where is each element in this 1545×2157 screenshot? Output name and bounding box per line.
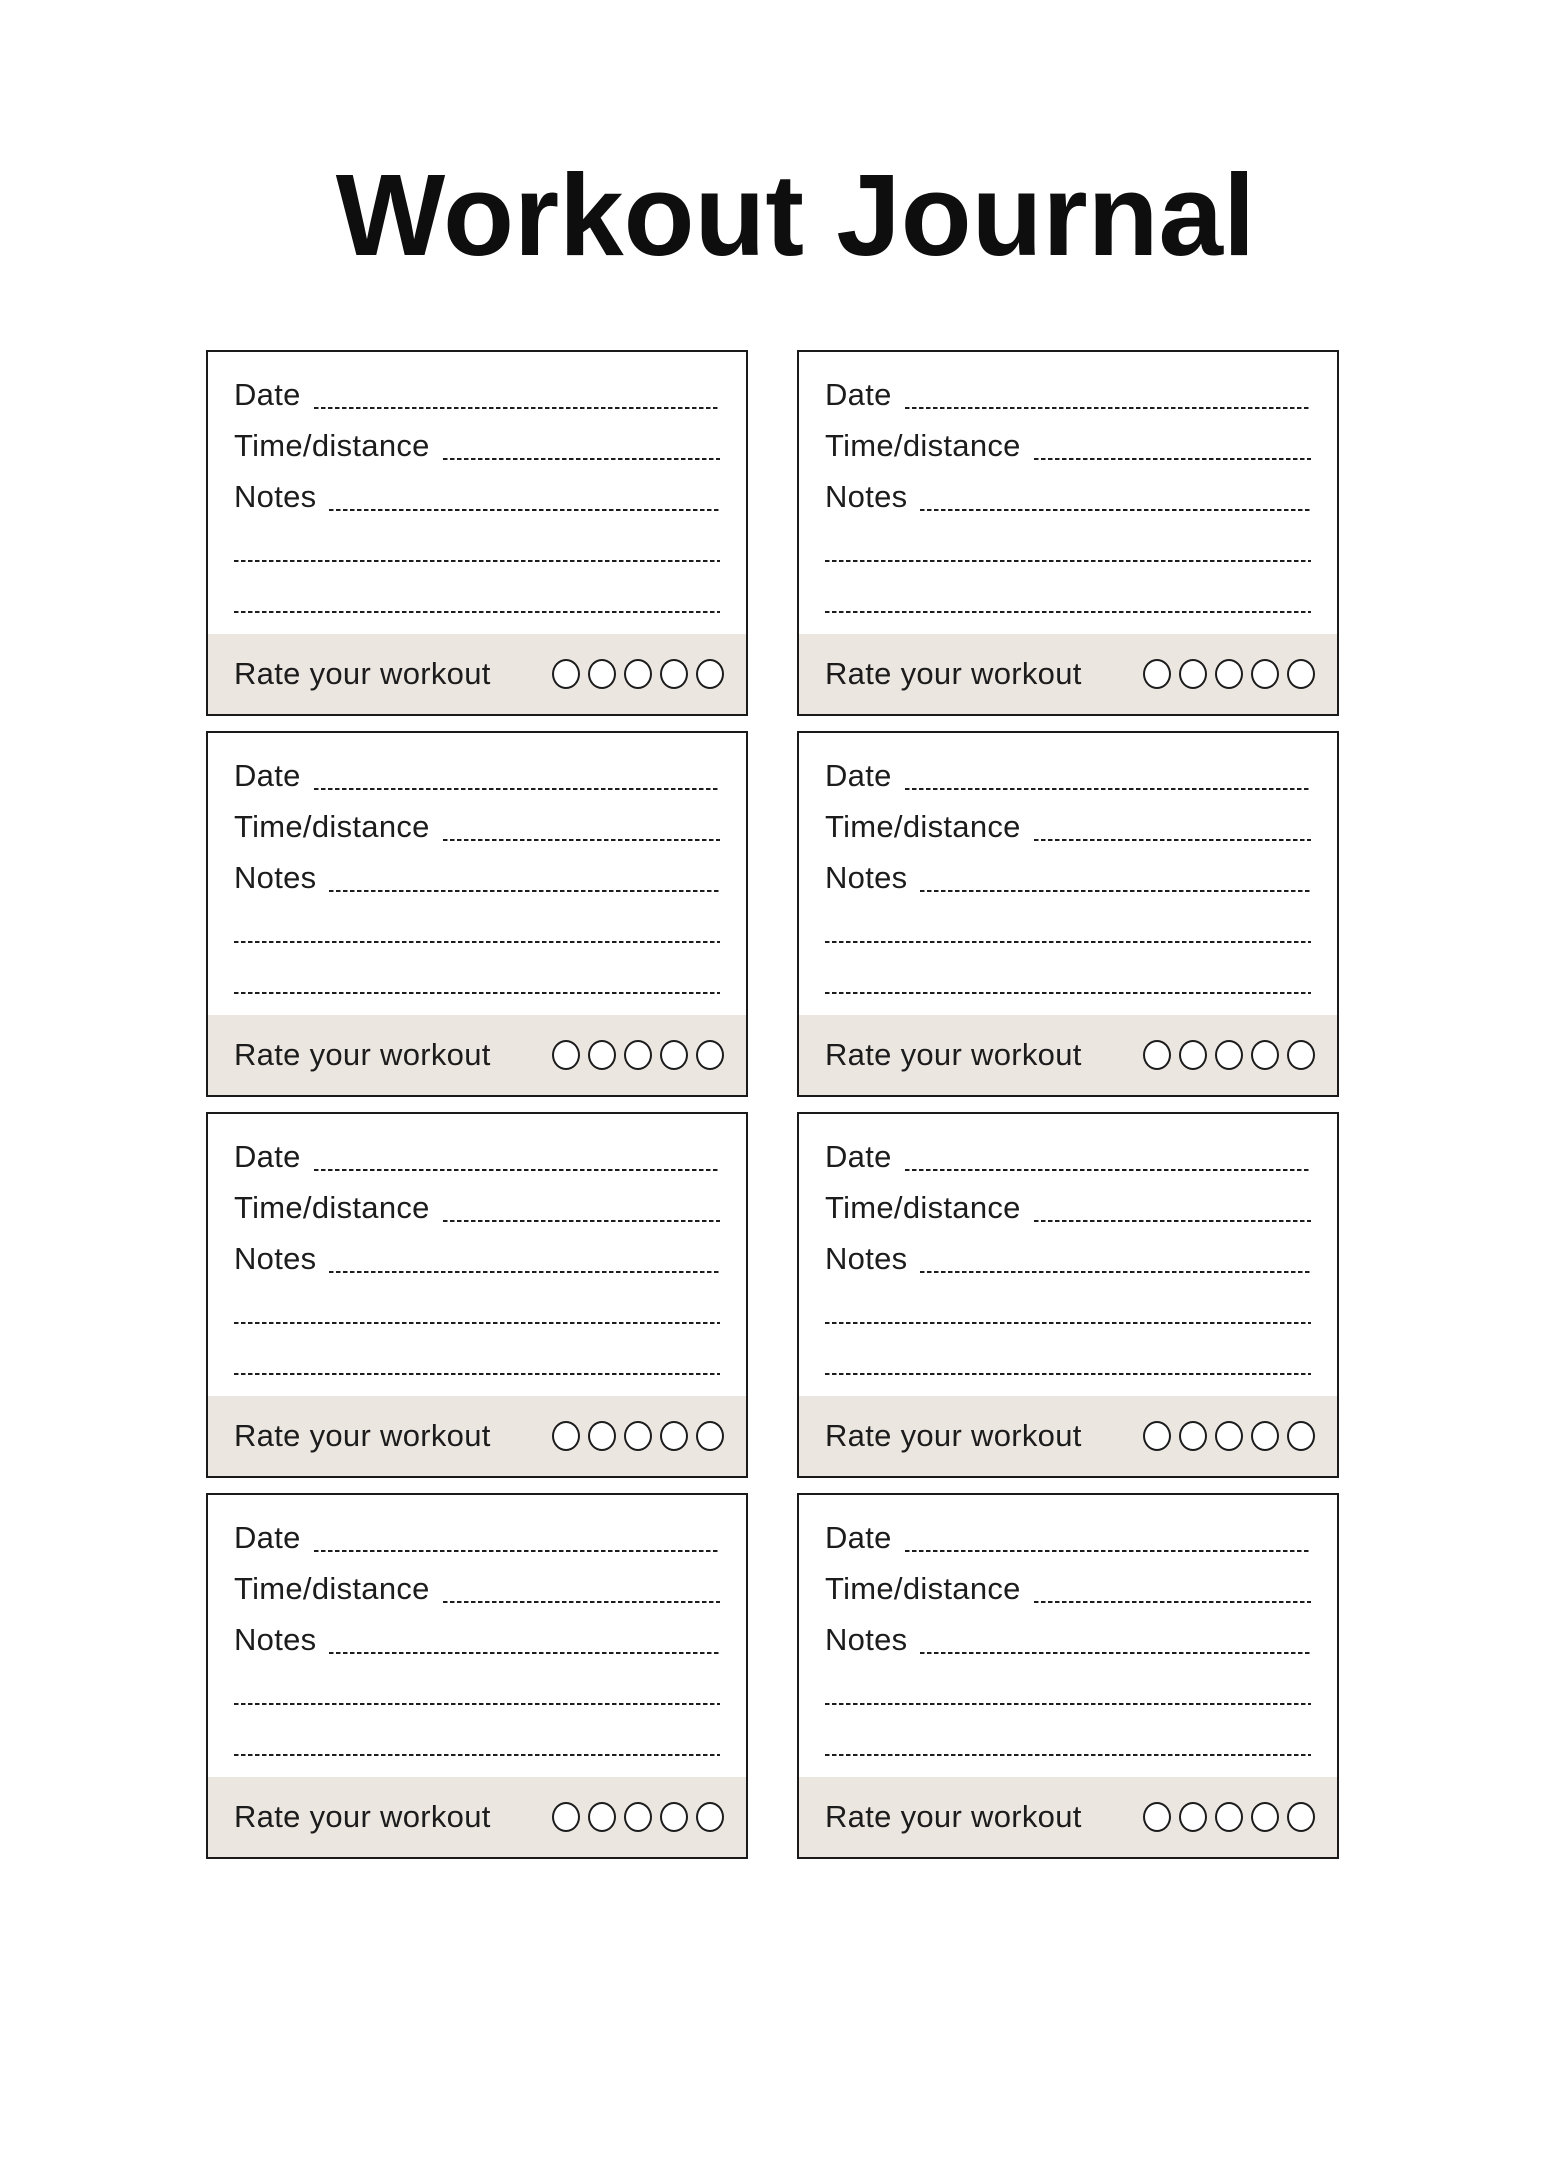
rate-your-workout-label: Rate your workout (234, 1037, 491, 1073)
date-input-line[interactable] (905, 1550, 1311, 1553)
notes-input-line[interactable] (329, 1652, 720, 1655)
notes-label: Notes (825, 1621, 908, 1657)
notes-extra-input-line-1[interactable] (825, 560, 1311, 563)
time-distance-row (825, 794, 1311, 845)
time-distance-input-line[interactable] (443, 1220, 720, 1223)
date-row (825, 743, 1311, 794)
workout-entry-card (206, 1493, 748, 1859)
notes-extra-input-line-2[interactable] (825, 992, 1311, 995)
rating-circle[interactable] (696, 1421, 724, 1451)
time-distance-label: Time/distance (234, 1189, 430, 1225)
time-distance-input-line[interactable] (443, 1601, 720, 1604)
rating-circle[interactable] (660, 1040, 688, 1070)
notes-extra-row-2 (825, 566, 1311, 617)
notes-extra-row-1 (234, 896, 720, 947)
notes-label: Notes (825, 859, 908, 895)
rating-band (799, 1777, 1337, 1857)
notes-extra-row-2 (234, 1709, 720, 1760)
date-label: Date (234, 376, 301, 412)
rating-circle[interactable] (696, 1802, 724, 1832)
rating-circle[interactable] (660, 1802, 688, 1832)
notes-label: Notes (825, 1240, 908, 1276)
notes-extra-input-line-1[interactable] (234, 1322, 720, 1325)
time-distance-label: Time/distance (825, 427, 1021, 463)
workout-entry-card (206, 350, 748, 716)
rating-band (799, 1396, 1337, 1476)
workout-entry-card (797, 1493, 1339, 1859)
date-row (234, 743, 720, 794)
notes-extra-input-line-1[interactable] (234, 941, 720, 944)
notes-label: Notes (234, 1621, 317, 1657)
notes-extra-input-line-1[interactable] (825, 1703, 1311, 1706)
rating-circle[interactable] (1215, 1421, 1243, 1451)
rating-circle[interactable] (552, 1802, 580, 1832)
date-input-line[interactable] (905, 1169, 1311, 1172)
rating-circle[interactable] (588, 659, 616, 689)
date-label: Date (234, 1519, 301, 1555)
rating-band (208, 1777, 746, 1857)
page-title: Workout Journal (335, 150, 1256, 280)
notes-extra-input-line-2[interactable] (825, 611, 1311, 614)
time-distance-input-line[interactable] (1034, 1220, 1311, 1223)
rate-your-workout-label: Rate your workout (234, 656, 491, 692)
date-row (825, 362, 1311, 413)
time-distance-row (825, 1175, 1311, 1226)
rate-your-workout-label: Rate your workout (825, 1418, 1082, 1454)
workout-entry-card (797, 731, 1339, 1097)
date-row (234, 1505, 720, 1556)
entry-fields (208, 733, 746, 1015)
time-distance-input-line[interactable] (443, 458, 720, 461)
date-input-line[interactable] (905, 788, 1311, 791)
rating-circle[interactable] (1287, 659, 1315, 689)
workout-entry-card (797, 1112, 1339, 1478)
entry-fields (208, 1495, 746, 1777)
rating-circle[interactable] (696, 659, 724, 689)
notes-row (234, 1226, 720, 1277)
rating-circle[interactable] (624, 1421, 652, 1451)
entry-fields (208, 1114, 746, 1396)
rating-band (208, 634, 746, 714)
rating-circle[interactable] (624, 659, 652, 689)
time-distance-row (234, 413, 720, 464)
rating-circle[interactable] (588, 1040, 616, 1070)
notes-input-line[interactable] (920, 1271, 1311, 1274)
notes-input-line[interactable] (329, 1271, 720, 1274)
date-label: Date (825, 757, 892, 793)
notes-extra-row-1 (234, 1277, 720, 1328)
page (0, 150, 1545, 1859)
rating-circle[interactable] (1287, 1421, 1315, 1451)
notes-extra-input-line-2[interactable] (234, 1754, 720, 1757)
time-distance-label: Time/distance (825, 1570, 1021, 1606)
time-distance-input-line[interactable] (1034, 458, 1311, 461)
notes-extra-row-2 (825, 1328, 1311, 1379)
rating-circle[interactable] (624, 1040, 652, 1070)
notes-row (234, 1607, 720, 1658)
rate-your-workout-label: Rate your workout (234, 1799, 491, 1835)
time-distance-input-line[interactable] (1034, 839, 1311, 842)
notes-row (825, 1607, 1311, 1658)
rating-circle[interactable] (1143, 1421, 1171, 1451)
notes-input-line[interactable] (920, 890, 1311, 893)
rating-circle[interactable] (624, 1802, 652, 1832)
rating-circle[interactable] (552, 659, 580, 689)
notes-input-line[interactable] (329, 509, 720, 512)
date-label: Date (234, 757, 301, 793)
rating-circles (1143, 1421, 1315, 1451)
rating-circle[interactable] (1143, 659, 1171, 689)
notes-extra-row-1 (234, 1658, 720, 1709)
date-input-line[interactable] (314, 1550, 720, 1553)
time-distance-input-line[interactable] (443, 839, 720, 842)
date-row (825, 1124, 1311, 1175)
workout-entry-card (206, 731, 748, 1097)
notes-label: Notes (234, 859, 317, 895)
notes-extra-row-1 (234, 515, 720, 566)
rating-circle[interactable] (1287, 1040, 1315, 1070)
rating-circles (1143, 1802, 1315, 1832)
rating-circles (552, 1802, 724, 1832)
notes-input-line[interactable] (329, 890, 720, 893)
rating-circle[interactable] (660, 1421, 688, 1451)
rating-circle[interactable] (552, 1421, 580, 1451)
notes-extra-row-1 (825, 515, 1311, 566)
entry-fields (799, 1495, 1337, 1777)
rating-circle[interactable] (1215, 659, 1243, 689)
notes-extra-row-1 (825, 1658, 1311, 1709)
rating-circle[interactable] (1179, 1421, 1207, 1451)
notes-extra-row-2 (234, 566, 720, 617)
time-distance-label: Time/distance (234, 427, 430, 463)
notes-row (825, 1226, 1311, 1277)
rating-circle[interactable] (1251, 1421, 1279, 1451)
date-input-line[interactable] (314, 788, 720, 791)
journal-grid (0, 350, 1545, 1859)
date-row (234, 362, 720, 413)
rating-circle[interactable] (1179, 659, 1207, 689)
rate-your-workout-label: Rate your workout (825, 1037, 1082, 1073)
entry-fields (799, 352, 1337, 634)
entry-fields (208, 352, 746, 634)
rating-band (208, 1015, 746, 1095)
rating-circle[interactable] (1179, 1802, 1207, 1832)
date-input-line[interactable] (314, 407, 720, 410)
notes-row (234, 464, 720, 515)
rating-circle[interactable] (696, 1040, 724, 1070)
rating-band (799, 634, 1337, 714)
notes-extra-input-line-2[interactable] (234, 992, 720, 995)
time-distance-label: Time/distance (234, 1570, 430, 1606)
date-row (234, 1124, 720, 1175)
time-distance-row (234, 1556, 720, 1607)
rating-circles (1143, 1040, 1315, 1070)
notes-input-line[interactable] (920, 509, 1311, 512)
date-row (825, 1505, 1311, 1556)
time-distance-label: Time/distance (825, 808, 1021, 844)
notes-label: Notes (234, 478, 317, 514)
time-distance-row (825, 413, 1311, 464)
notes-extra-input-line-2[interactable] (234, 611, 720, 614)
date-label: Date (234, 1138, 301, 1174)
rating-circle[interactable] (660, 659, 688, 689)
notes-label: Notes (825, 478, 908, 514)
time-distance-row (825, 1556, 1311, 1607)
date-label: Date (825, 1519, 892, 1555)
rating-circle[interactable] (588, 1802, 616, 1832)
time-distance-input-line[interactable] (1034, 1601, 1311, 1604)
notes-extra-row-1 (825, 896, 1311, 947)
rating-circle[interactable] (588, 1421, 616, 1451)
notes-extra-row-2 (825, 947, 1311, 998)
notes-extra-input-line-2[interactable] (825, 1754, 1311, 1757)
notes-extra-row-2 (825, 1709, 1311, 1760)
rating-circle[interactable] (1179, 1040, 1207, 1070)
rating-circle[interactable] (1251, 1802, 1279, 1832)
rating-circle[interactable] (1215, 1040, 1243, 1070)
rating-circle[interactable] (552, 1040, 580, 1070)
rating-circles (552, 659, 724, 689)
notes-extra-row-2 (234, 947, 720, 998)
rating-circles (552, 1040, 724, 1070)
notes-extra-input-line-1[interactable] (825, 1322, 1311, 1325)
rating-band (208, 1396, 746, 1476)
notes-extra-row-1 (825, 1277, 1311, 1328)
notes-extra-input-line-2[interactable] (234, 1373, 720, 1376)
notes-extra-input-line-2[interactable] (825, 1373, 1311, 1376)
rating-circle[interactable] (1143, 1802, 1171, 1832)
notes-extra-row-2 (234, 1328, 720, 1379)
rate-your-workout-label: Rate your workout (825, 1799, 1082, 1835)
rating-circles (552, 1421, 724, 1451)
date-input-line[interactable] (905, 407, 1311, 410)
date-input-line[interactable] (314, 1169, 720, 1172)
notes-extra-input-line-1[interactable] (234, 560, 720, 563)
time-distance-row (234, 1175, 720, 1226)
rate-your-workout-label: Rate your workout (825, 656, 1082, 692)
workout-entry-card (797, 350, 1339, 716)
date-label: Date (825, 376, 892, 412)
notes-extra-input-line-1[interactable] (825, 941, 1311, 944)
rating-circle[interactable] (1287, 1802, 1315, 1832)
rate-your-workout-label: Rate your workout (234, 1418, 491, 1454)
rating-circle[interactable] (1251, 659, 1279, 689)
entry-fields (799, 1114, 1337, 1396)
date-label: Date (825, 1138, 892, 1174)
notes-row (234, 845, 720, 896)
time-distance-label: Time/distance (825, 1189, 1021, 1225)
rating-circle[interactable] (1143, 1040, 1171, 1070)
notes-label: Notes (234, 1240, 317, 1276)
notes-extra-input-line-1[interactable] (234, 1703, 720, 1706)
rating-band (799, 1015, 1337, 1095)
time-distance-row (234, 794, 720, 845)
rating-circle[interactable] (1251, 1040, 1279, 1070)
time-distance-label: Time/distance (234, 808, 430, 844)
workout-entry-card (206, 1112, 748, 1478)
rating-circle[interactable] (1215, 1802, 1243, 1832)
rating-circles (1143, 659, 1315, 689)
notes-input-line[interactable] (920, 1652, 1311, 1655)
notes-row (825, 464, 1311, 515)
entry-fields (799, 733, 1337, 1015)
notes-row (825, 845, 1311, 896)
